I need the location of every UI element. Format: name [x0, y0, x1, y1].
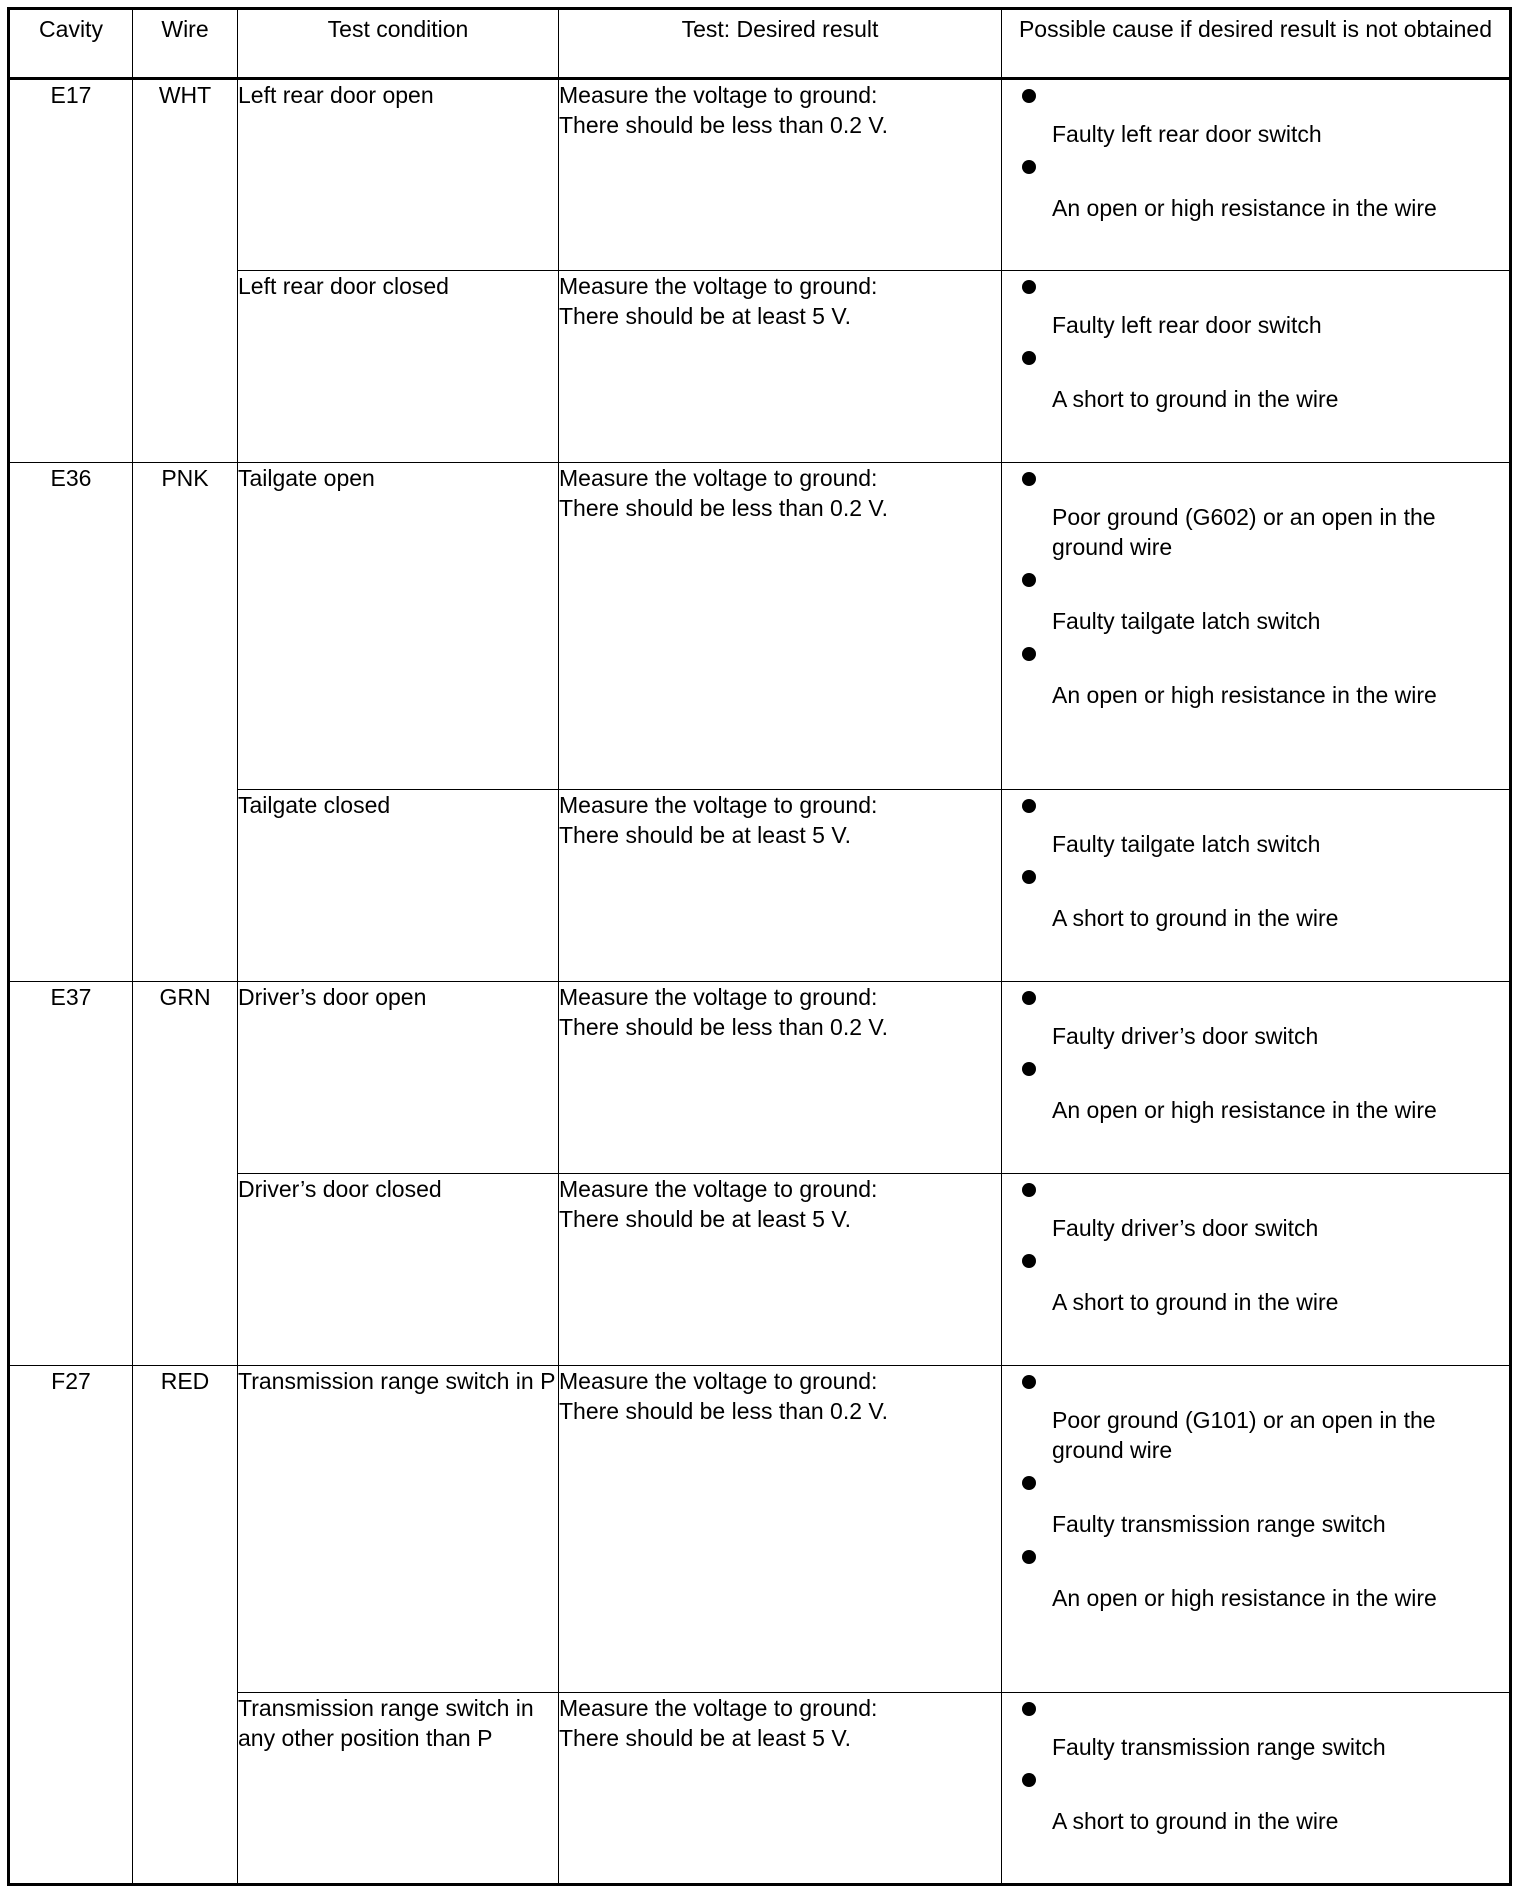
cause-list-item [1002, 1243, 1509, 1317]
desired-result-line-2: There should be less than 0.2 V. [559, 495, 889, 521]
cause-list-item [1002, 1174, 1509, 1243]
cause-text: Faulty driver’s door switch [1052, 1215, 1319, 1241]
cause-text: Faulty driver’s door switch [1052, 1023, 1319, 1049]
cavity-cell: E36 [9, 463, 133, 982]
possible-cause-cell [1002, 790, 1511, 982]
desired-result-line-2: There should be at least 5 V. [559, 822, 851, 848]
desired-result-line-2: There should be less than 0.2 V. [559, 112, 889, 138]
cause-text: A short to ground in the wire [1052, 1289, 1339, 1315]
test-condition-cell: Tailgate open [238, 463, 559, 790]
cause-list-item [1002, 463, 1509, 562]
desired-result-line-1: Measure the voltage to ground: [559, 273, 878, 299]
diagnostic-table [7, 7, 1512, 1886]
bullet-icon [1022, 160, 1036, 174]
cause-list-item [1002, 1366, 1509, 1465]
possible-cause-cell [1002, 1174, 1511, 1366]
cause-list-item [1002, 1051, 1509, 1125]
desired-result-cell [559, 79, 1002, 271]
possible-cause-cell [1002, 271, 1511, 463]
wire-cell: GRN [133, 982, 238, 1366]
cause-text: Faulty transmission range switch [1052, 1511, 1386, 1537]
wire-cell: RED [133, 1366, 238, 1885]
cause-list-item [1002, 80, 1509, 149]
desired-result-cell [559, 1174, 1002, 1366]
bullet-icon [1022, 1476, 1036, 1490]
desired-result-cell [559, 1693, 1002, 1885]
table-row [9, 79, 1511, 271]
desired-result-cell [559, 790, 1002, 982]
table-row [9, 463, 1511, 790]
cause-text: An open or high resistance in the wire [1052, 682, 1437, 708]
cause-list-item [1002, 790, 1509, 859]
bullet-icon [1022, 573, 1036, 587]
test-condition-cell: Tailgate closed [238, 790, 559, 982]
desired-result-line-2: There should be at least 5 V. [559, 1725, 851, 1751]
bullet-icon [1022, 1375, 1036, 1389]
cause-list-item [1002, 1693, 1509, 1762]
desired-result-line-1: Measure the voltage to ground: [559, 1695, 878, 1721]
desired-result-line-1: Measure the voltage to ground: [559, 1368, 878, 1394]
cause-text: A short to ground in the wire [1052, 905, 1339, 931]
cause-list-item [1002, 340, 1509, 414]
bullet-icon [1022, 647, 1036, 661]
wire-cell: PNK [133, 463, 238, 982]
cause-list-item [1002, 562, 1509, 636]
cavity-cell: E17 [9, 79, 133, 463]
cause-text: Faulty tailgate latch switch [1052, 608, 1321, 634]
bullet-icon [1022, 280, 1036, 294]
cause-list-item [1002, 1539, 1509, 1613]
test-condition-cell: Transmission range switch in P [238, 1366, 559, 1693]
cause-text: An open or high resistance in the wire [1052, 1585, 1437, 1611]
possible-cause-cell [1002, 1366, 1511, 1693]
desired-result-line-2: There should be less than 0.2 V. [559, 1398, 889, 1424]
cause-text: An open or high resistance in the wire [1052, 1097, 1437, 1123]
bullet-icon [1022, 351, 1036, 365]
bullet-icon [1022, 1773, 1036, 1787]
desired-result-line-2: There should be at least 5 V. [559, 1206, 851, 1232]
bullet-icon [1022, 1062, 1036, 1076]
bullet-icon [1022, 799, 1036, 813]
cause-text: An open or high resistance in the wire [1052, 195, 1437, 221]
desired-result-cell [559, 1366, 1002, 1693]
cause-text: Poor ground (G101) or an open in the ground wire [1052, 1407, 1436, 1463]
bullet-icon [1022, 991, 1036, 1005]
desired-result-line-2: There should be at least 5 V. [559, 303, 851, 329]
header-wire: Wire [133, 9, 238, 79]
possible-cause-cell [1002, 1693, 1511, 1885]
possible-cause-cell [1002, 463, 1511, 790]
desired-result-line-1: Measure the voltage to ground: [559, 1176, 878, 1202]
header-cavity: Cavity [9, 9, 133, 79]
cause-text: A short to ground in the wire [1052, 1808, 1339, 1834]
cause-text: A short to ground in the wire [1052, 386, 1339, 412]
test-condition-cell: Left rear door closed [238, 271, 559, 463]
test-condition-cell: Driver’s door open [238, 982, 559, 1174]
bullet-icon [1022, 1550, 1036, 1564]
bullet-icon [1022, 89, 1036, 103]
bullet-icon [1022, 1254, 1036, 1268]
cause-text: Faulty tailgate latch switch [1052, 831, 1321, 857]
possible-cause-cell [1002, 982, 1511, 1174]
possible-cause-cell [1002, 79, 1511, 271]
header-row [9, 9, 1511, 79]
wire-cell: WHT [133, 79, 238, 463]
cause-list-item [1002, 1465, 1509, 1539]
header-test-desired-result: Test: Desired result [559, 9, 1002, 79]
cause-list-item [1002, 271, 1509, 340]
cause-list-item [1002, 1762, 1509, 1836]
table-body [9, 79, 1511, 1885]
desired-result-line-1: Measure the voltage to ground: [559, 82, 878, 108]
desired-result-cell [559, 463, 1002, 790]
cause-list-item [1002, 149, 1509, 223]
cause-text: Faulty transmission range switch [1052, 1734, 1386, 1760]
desired-result-line-1: Measure the voltage to ground: [559, 792, 878, 818]
header-possible-cause: Possible cause if desired result is not obtained [1002, 9, 1511, 79]
desired-result-cell [559, 982, 1002, 1174]
test-condition-cell: Transmission range switch in any other position than P [238, 1693, 559, 1885]
cause-list-item [1002, 636, 1509, 710]
desired-result-line-2: There should be less than 0.2 V. [559, 1014, 889, 1040]
cavity-cell: E37 [9, 982, 133, 1366]
cause-list-item [1002, 859, 1509, 933]
bullet-icon [1022, 870, 1036, 884]
cause-text: Faulty left rear door switch [1052, 312, 1322, 338]
cavity-cell: F27 [9, 1366, 133, 1885]
header-test-condition: Test condition [238, 9, 559, 79]
test-condition-cell: Left rear door open [238, 79, 559, 271]
table-row [9, 982, 1511, 1174]
table-row [9, 1366, 1511, 1693]
desired-result-line-1: Measure the voltage to ground: [559, 984, 878, 1010]
cause-text: Poor ground (G602) or an open in the ground wire [1052, 504, 1436, 560]
desired-result-cell [559, 271, 1002, 463]
bullet-icon [1022, 1702, 1036, 1716]
cause-text: Faulty left rear door switch [1052, 121, 1322, 147]
cause-list-item [1002, 982, 1509, 1051]
test-condition-cell: Driver’s door closed [238, 1174, 559, 1366]
bullet-icon [1022, 472, 1036, 486]
desired-result-line-1: Measure the voltage to ground: [559, 465, 878, 491]
bullet-icon [1022, 1183, 1036, 1197]
